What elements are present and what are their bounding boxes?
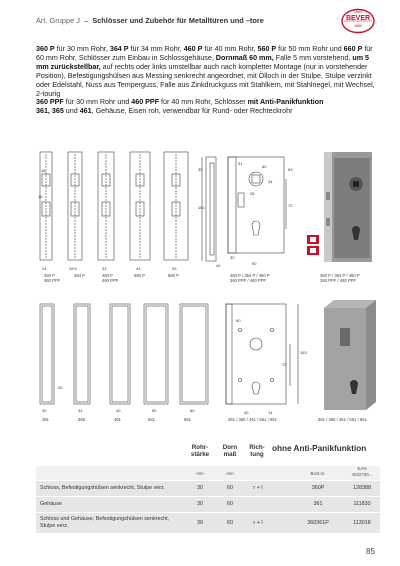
svg-text:72: 72 <box>282 362 287 367</box>
housing-caption-3: 461 <box>114 417 121 422</box>
svg-text:40: 40 <box>216 263 221 267</box>
description-paragraph-2: 360 PPF für 30 mm Rohr und 460 PPF für 40 mm Rohr, Schlösser mit Anti-Panikfunktion <box>36 98 324 107</box>
article-group-number: J <box>76 16 80 25</box>
page-number: 85 <box>366 547 375 556</box>
svg-text:163: 163 <box>300 350 307 355</box>
faceplate-caption-3: 460 P 460 PPF <box>102 273 119 283</box>
lock-side-view <box>198 155 224 267</box>
svg-text:30: 30 <box>230 255 235 260</box>
svg-text:161: 161 <box>198 205 205 210</box>
table-row: Gehäuse 30 60 361 111830 <box>36 496 380 512</box>
page-header: Art. Gruppe J – Schlösser und Zubehör für Metalltüren und –tore <box>36 16 264 25</box>
housing-photo-caption: 361 / 365 / 461 / 561 / 661 <box>318 417 367 422</box>
svg-text:28: 28 <box>250 191 255 196</box>
svg-text:40: 40 <box>244 410 249 415</box>
header-richtung: Rich-tung <box>249 444 265 458</box>
faceplate-caption-5: 660 P <box>168 273 179 278</box>
bever-logo <box>341 8 375 34</box>
table-subheader-row: mm mm Best.nr. EAN 4002730... <box>36 466 380 480</box>
svg-text:25: 25 <box>58 385 63 390</box>
anti-panic-symbol-icon <box>306 234 320 256</box>
housing-photo <box>320 298 380 414</box>
svg-text:10: 10 <box>38 194 43 199</box>
logo-year: 1880 <box>354 24 362 28</box>
svg-text:14: 14 <box>268 410 273 415</box>
header-ohne-anti-panik: ohne Anti-Panikfunktion <box>272 444 367 453</box>
logo-name: BEVER <box>345 15 371 22</box>
svg-text:43: 43 <box>136 266 141 270</box>
lock-front-caption: 360 P / 364 P / 460 P 360 PPF / 460 PPF <box>230 273 270 283</box>
description-paragraph-3: 361, 365 und 461, Gehäuse, Eisen roh, verwendbar für Rund- oder Rechteckrohr <box>36 107 293 116</box>
svg-text:28,5: 28,5 <box>69 266 77 270</box>
svg-text:31: 31 <box>238 161 243 166</box>
faceplate-caption-4: 560 P <box>134 273 145 278</box>
housing-caption-2: 365 <box>78 417 85 422</box>
svg-text:34: 34 <box>78 408 83 413</box>
header-dornmass: Dorn maß <box>222 444 238 458</box>
svg-text:53: 53 <box>172 266 177 270</box>
housing-front-view <box>220 302 312 418</box>
svg-text:24: 24 <box>42 266 47 270</box>
svg-text:90: 90 <box>252 261 257 266</box>
faceplate-drawings <box>36 150 196 270</box>
svg-text:63: 63 <box>288 167 293 172</box>
housing-caption-1: 361 <box>42 417 49 422</box>
lock-photo-caption: 360 P / 364 P / 460 P 360 PPF / 460 PPF <box>320 273 360 283</box>
lock-photo <box>322 148 378 270</box>
svg-text:60: 60 <box>190 408 195 413</box>
article-group-label: Art. Gruppe <box>36 16 75 25</box>
faceplate-caption-1: 360 P 360 PPF <box>44 273 61 283</box>
logo-sub: GMBH <box>354 10 362 14</box>
description-paragraph-1: 360 P für 30 mm Rohr, 364 P für 34 mm Rohr, 460 P für 40 mm Rohr, 560 P für 50 mm Rohr und 660 P für 60 mm Rohr, Schlösser zum Einbau in Schlossgehäuse, Dornmaß 60 mm, Falle 5 mm vorstehend, um 5 mm zurückstellbar, auf rechts oder links umstellbar auch nach kompletter Montage (nur in vorstehender Position), Befestigungshülsen aus Messing senkrecht angeordnet, mit Ölloch in der Stulpe, Stulpe verzinkt oder Edelstahl, Nuss aus Temperguss, Falle aus Zinkdruckguss mit Stahlkern, mit Stahlriegel, mit Wechsel, 2-tourig <box>36 45 375 98</box>
svg-text:50: 50 <box>152 408 157 413</box>
svg-text:60: 60 <box>236 318 241 323</box>
housing-drawings <box>36 300 216 420</box>
svg-text:33: 33 <box>102 266 107 270</box>
svg-text:44: 44 <box>268 179 273 184</box>
svg-text:16: 16 <box>41 168 46 173</box>
table-header-row <box>36 444 380 466</box>
housing-caption-4: 561 <box>148 417 155 422</box>
faceplate-caption-2: 364 P <box>74 273 85 278</box>
housing-front-caption: 361 / 365 / 461 / 561 / 661 <box>228 417 277 422</box>
order-table <box>36 444 380 533</box>
svg-text:40: 40 <box>116 408 121 413</box>
svg-text:30: 30 <box>42 408 47 413</box>
page-title: Schlösser und Zubehör für Metalltüren und –tore <box>92 16 264 25</box>
svg-text:60: 60 <box>262 164 267 169</box>
table-row: Schloss und Gehäuse, Befestigungshülsen senkrecht, Stulpe verz. 30 60 r + l 360361P 113018 <box>36 512 380 533</box>
svg-text:72: 72 <box>288 203 293 208</box>
table-row: Schloss, Befestigungshülsen senkrecht, Stulpe verz. 30 60 r + l 360P 128388 <box>36 480 380 496</box>
header-rohrstaerke: Rohr-stärke <box>190 444 210 458</box>
housing-caption-5: 661 <box>184 417 191 422</box>
lock-front-view <box>222 153 300 271</box>
svg-text:35: 35 <box>198 167 203 172</box>
product-description <box>36 45 380 116</box>
